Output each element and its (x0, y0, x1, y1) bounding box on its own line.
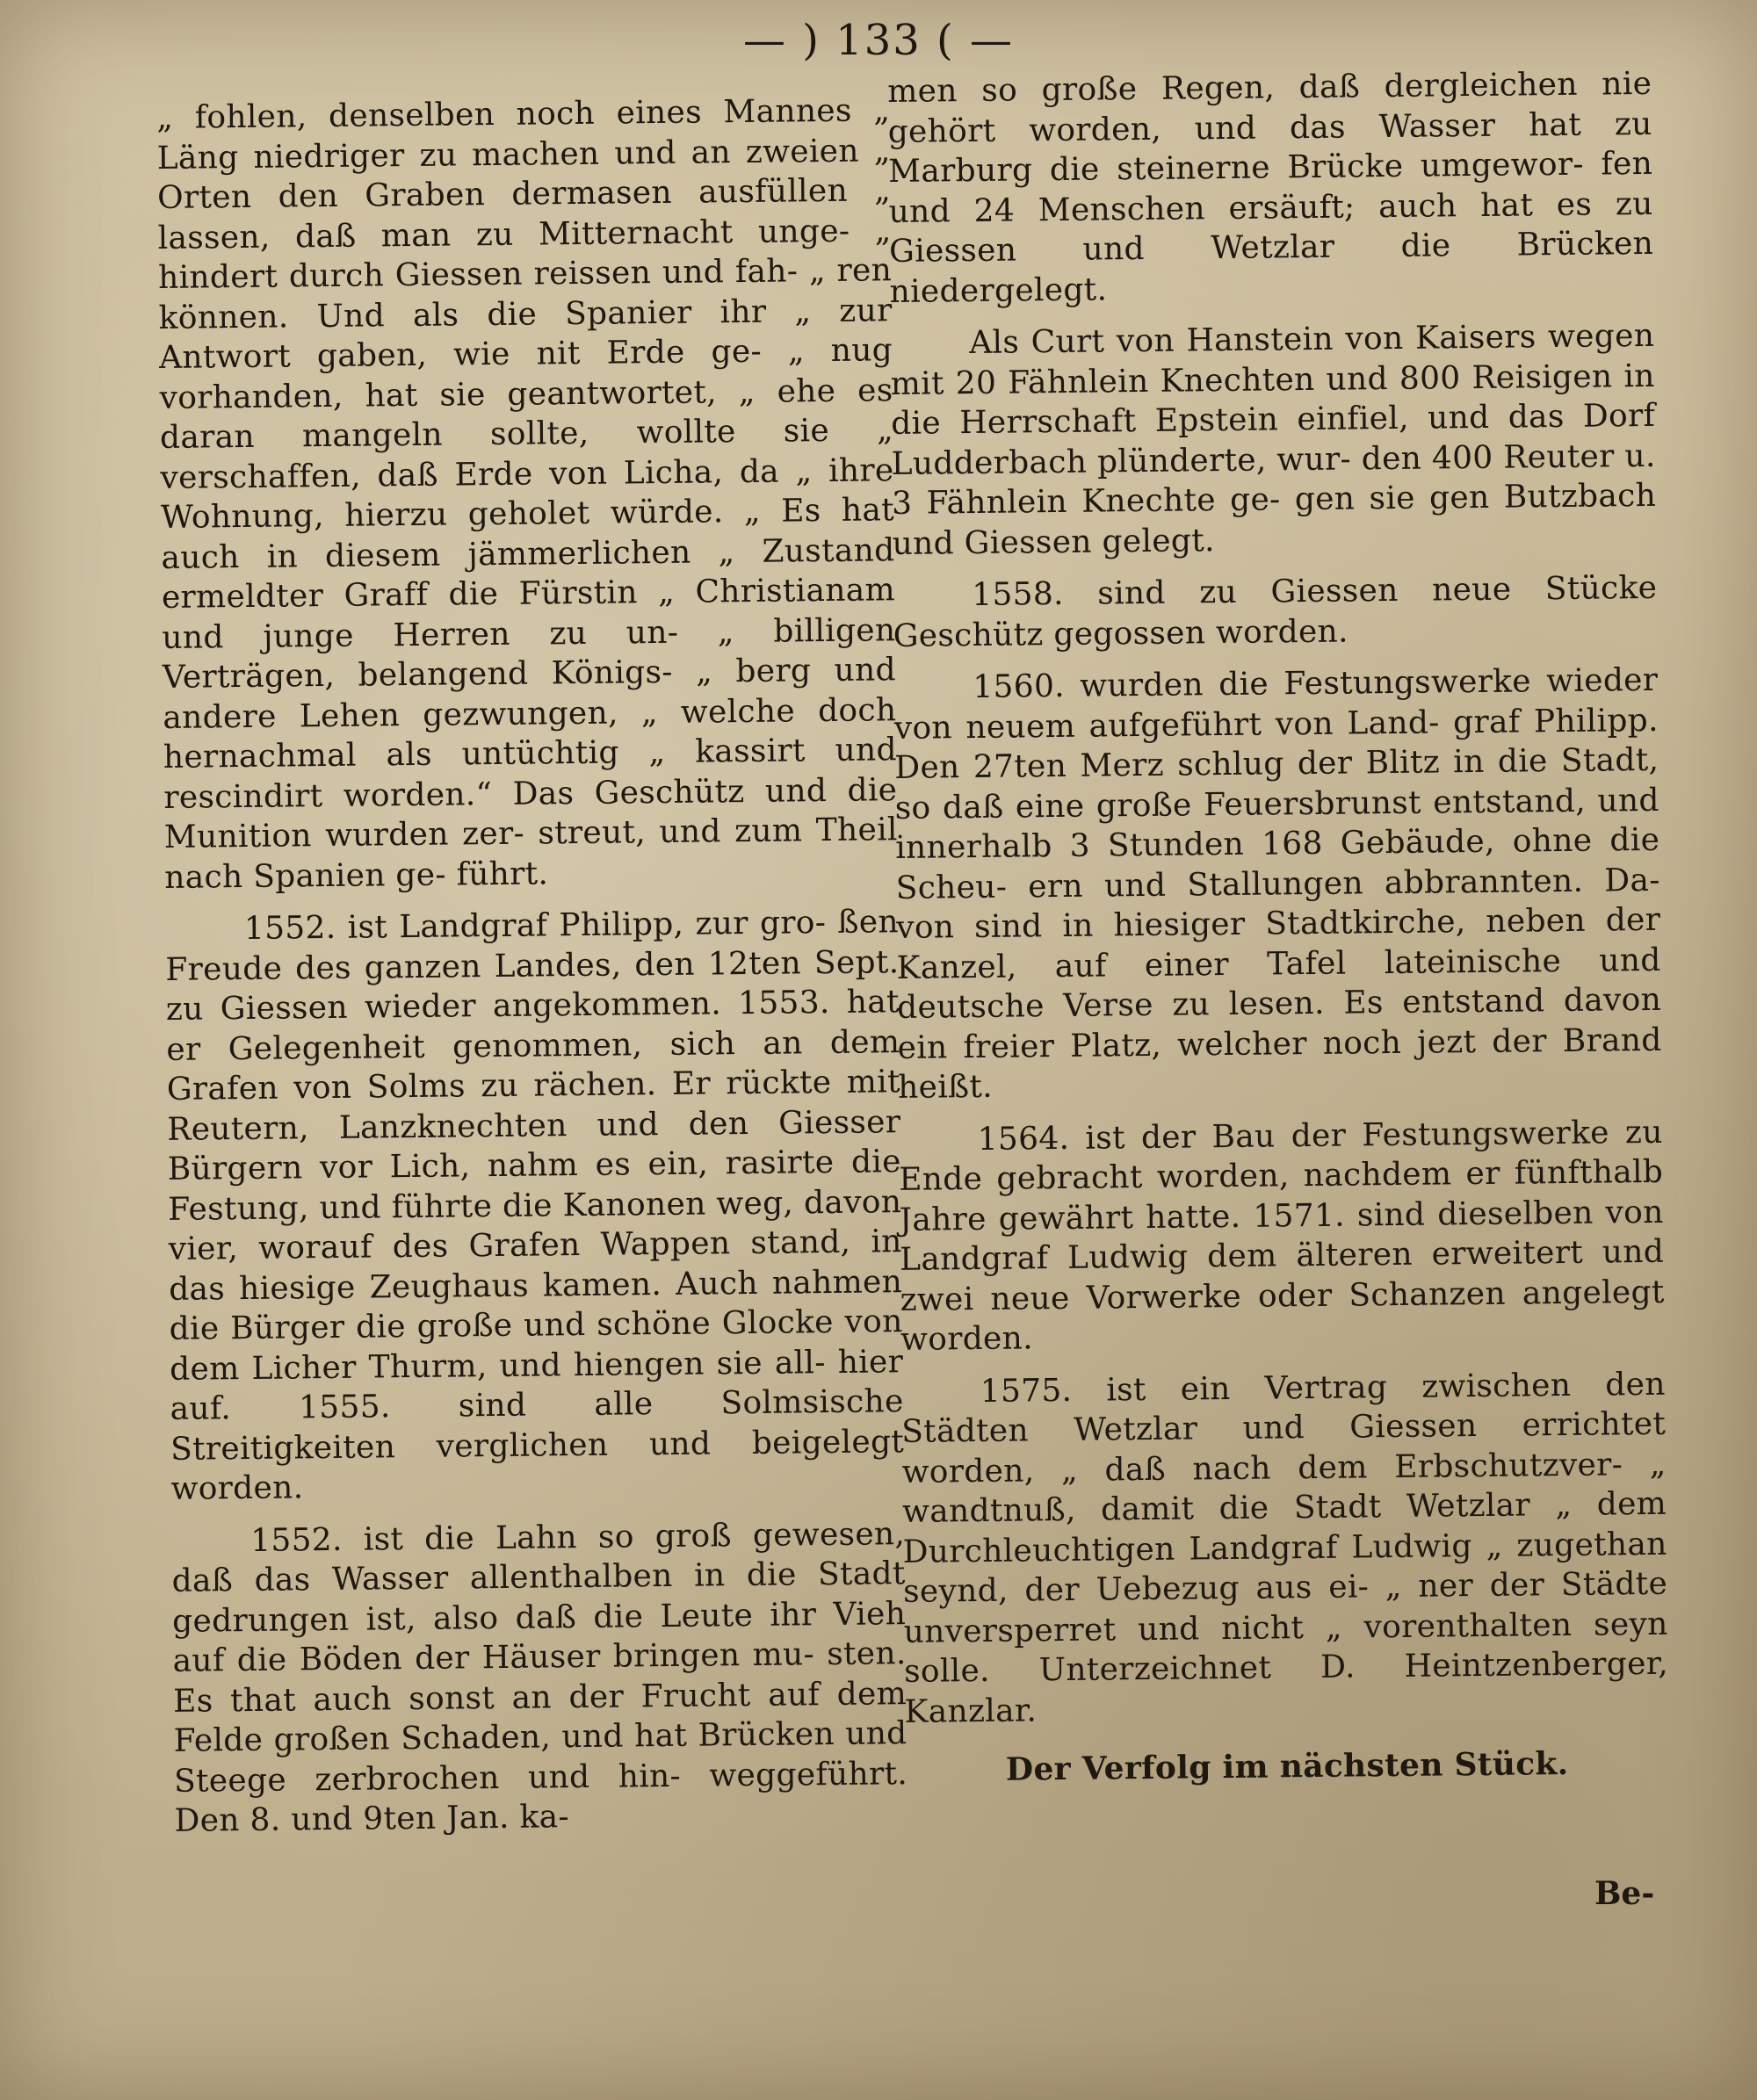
left-column (156, 90, 908, 1841)
page-number-header: — ) 133 ( — (742, 16, 1015, 65)
paragraph: 1552. ist die Lahn so groß gewesen, daß das Wasser allenthalben in die Stadt gedrungen ist, also daß die Leute ihr Vieh auf die Böden der Häuser bringen mu- sten. Es that auch sonst an der Frucht auf dem Felde großen Schaden, und hat Brücken und Steege zerbrochen und hin- weggeführt. Den 8. und 9ten Jan. ka- (171, 1515, 908, 1839)
paragraph: 1575. ist ein Vertrag zwischen den Städten Wetzlar und Giessen errichtet worden, „ daß nach dem Erbschutzver- „ wandtnuß, damit die Stadt Wetzlar „ dem Durchleuchtigen Landgraf Ludwig „ zugethan seynd, der Uebezug aus ei- „ ner der Städte unversperret und nicht „ vorenthalten seyn solle. Unterzeichnet D. Heintzenberger, Kanzlar. (901, 1366, 1669, 1730)
paragraph: „ fohlen, denselben noch eines Mannes „ Läng niedriger zu machen und an zweien „ Orten den Graben dermasen ausfüllen „ lassen, daß man zu Mitternacht unge- „ hindert durch Giessen reissen und fah- „ ren können. Und als die Spanier ihr „ zur Antwort gaben, wie nit Erde ge- „ nug vorhanden, hat sie geantwortet, „ ehe es daran mangeln sollte, wollte sie „ verschaffen, daß Erde von Licha, da „ ihre Wohnung, hierzu geholet würde. „ Es hat auch in diesem jämmerlichen „ Zustand ermeldter Graff die Fürstin „ Christianam und junge Herren zu un- „ billigen Verträgen, belangend Königs- „ berg und andere Lehen gezwungen, „ welche doch hernachmal als untüchtig „ kassirt und rescindirt worden.“ Das Geschütz und die Munition wurden zer- streut, und zum Theil nach Spanien ge- führt. (156, 92, 898, 896)
paragraph: Als Curt von Hanstein von Kaisers wegen mit 20 Fähnlein Knechten und 800 Reisigen in die Herrschaft Epstein einfiel, und das Dorf Ludderbach plünderte, wur- den 400 Reuter u. 3 Fähnlein Knechte ge- gen sie gen Butzbach und Giessen gelegt. (890, 317, 1657, 562)
paragraph: men so große Regen, daß dergleichen nie gehört worden, und das Wasser hat zu Marburg die steinerne Brücke umgewor- fen und 24 Menschen ersäuft; auch hat es zu Giessen und Wetzlar die Brücken niedergelegt. (887, 65, 1654, 310)
paragraph: 1564. ist der Bau der Festungswerke zu Ende gebracht worden, nachdem er fünfthalb Jahre gewährt hatte. 1571. sind dieselben von Landgraf Ludwig dem älteren erweitert und zwei neue Vorwerke oder Schanzen angelegt worden. (898, 1114, 1665, 1358)
catchword: Be- (1594, 1875, 1655, 1912)
right-column (887, 64, 1669, 1792)
paragraph: 1560. wurden die Festungswerke wieder von neuem aufgeführt von Land- graf Philipp. Den 27ten Merz schlug der Blitz in die Stadt, so daß eine große Feuersbrunst entstand, und innerhalb 3 Stunden 168 Gebäude, ohne die Scheu- ern und Stallungen abbrannten. Da- von sind in hiesiger Stadtkirche, neben der Kanzel, auf einer Tafel lateinische und deutsche Verse zu lesen. Es entstand davon ein freier Platz, welcher noch jezt der Brand heißt. (893, 661, 1662, 1106)
paragraph: 1558. sind zu Giessen neue Stücke Geschütz gegossen worden. (893, 569, 1658, 654)
paragraph: 1552. ist Landgraf Philipp, zur gro- ßen Freude des ganzen Landes, den 12ten Sept. zu Giessen wieder angekommen. 1553. hat er Gelegenheit genommen, sich an dem Grafen von Solms zu rächen. Er rückte mit Reutern, Lanzknechten und den Giesser Bürgern vor Lich, nahm es ein, rasirte die Festung, und führte die Kanonen weg, davon vier, worauf des Grafen Wappen stand, in das hiesige Zeughaus kamen. Auch nahmen die Bürger die große und schöne Glocke von dem Licher Thurm, und hiengen sie all- hier auf. 1555. sind alle Solmsische Streitigkeiten verglichen und beigelegt worden. (165, 904, 905, 1507)
continuation-notice: Der Verfolg im nächsten Stück. (1005, 1744, 1569, 1788)
